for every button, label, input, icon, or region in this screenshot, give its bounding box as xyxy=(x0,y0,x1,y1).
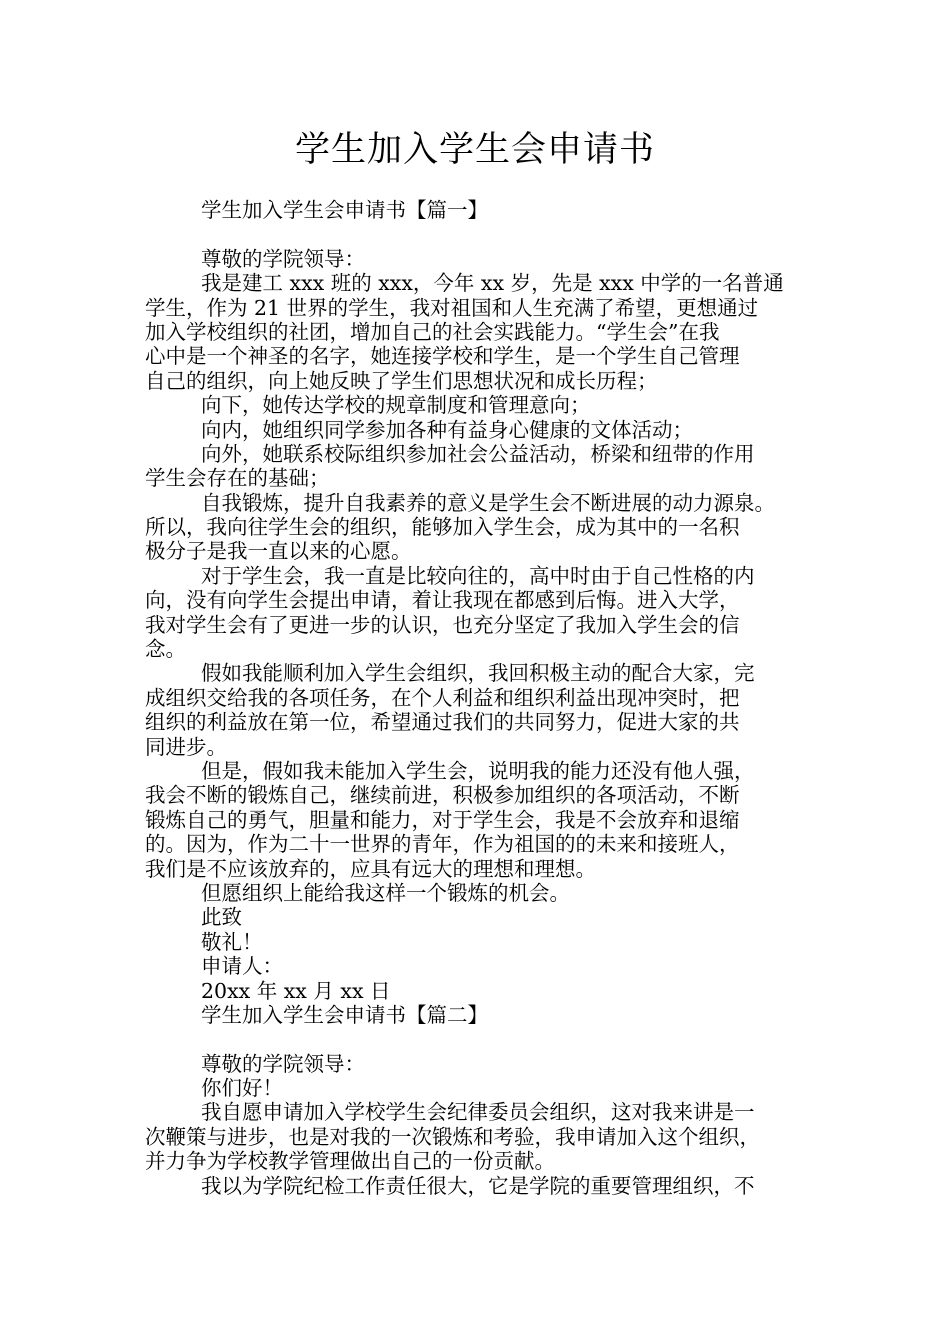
text-line: 同进步。 xyxy=(145,734,227,759)
text-line: 对于学生会，我一直是比较向往的，高中时由于自己性格的内 xyxy=(201,563,755,588)
text-line: 我会不断的锻炼自己，继续前进，积极参加组织的各项活动，不断 xyxy=(145,783,740,808)
text-line: 我对学生会有了更进一步的认识，也充分坚定了我加入学生会的信 xyxy=(145,612,740,637)
text-line: 我以为学院纪检工作责任很大，它是学院的重要管理组织，不 xyxy=(201,1173,755,1198)
text-line: 但愿组织上能给我这样一个锻炼的机会。 xyxy=(201,880,570,905)
text-line: 锻炼自己的勇气，胆量和能力，对于学生会，我是不会放弃和退缩 xyxy=(145,807,740,832)
text-line: 向外，她联系校际组织参加社会公益活动，桥梁和纽带的作用 xyxy=(201,441,755,466)
text-line: 学生，作为 21 世界的学生，我对祖国和人生充满了希望，更想通过 xyxy=(145,295,759,320)
document-body xyxy=(145,198,820,1198)
text-line: 我自愿申请加入学校学生会纪律委员会组织，这对我来讲是一 xyxy=(201,1100,755,1125)
blank-line xyxy=(145,222,820,246)
text-line: 极分子是我一直以来的心愿。 xyxy=(145,539,412,564)
text-line: 心中是一个神圣的名字，她连接学校和学生，是一个学生自己管理 xyxy=(145,344,740,369)
text-line: 学生加入学生会申请书【篇一】 xyxy=(201,198,488,222)
text-line: 向，没有向学生会提出申请，着让我现在都感到后悔。进入大学， xyxy=(145,588,740,613)
text-line: 此致 xyxy=(201,905,242,930)
text-line: 学生会存在的基础； xyxy=(145,466,330,491)
text-line: 我们是不应该放弃的，应具有远大的理想和理想。 xyxy=(145,856,596,881)
text-line: 念。 xyxy=(145,637,186,662)
text-line: 敬礼！ xyxy=(201,929,263,954)
text-line: 所以，我向往学生会的组织，能够加入学生会，成为其中的一名积 xyxy=(145,515,740,540)
text-line: 学生加入学生会申请书【篇二】 xyxy=(201,1002,488,1027)
text-line: 20xx 年 xx 月 xx 日 xyxy=(201,978,391,1003)
text-line: 申请人： xyxy=(201,954,283,979)
text-line: 向下，她传达学校的规章制度和管理意向； xyxy=(201,393,591,418)
text-line: 尊敬的学院领导： xyxy=(201,246,365,271)
text-line: 你们好！ xyxy=(201,1076,283,1101)
text-line: 加入学校组织的社团，增加自己的社会实践能力。“学生会”在我 xyxy=(145,319,720,344)
text-line: 尊敬的学院领导： xyxy=(201,1051,365,1076)
blank-line xyxy=(145,1027,820,1051)
text-line: 的。因为，作为二十一世界的青年，作为祖国的的未来和接班人， xyxy=(145,832,740,857)
text-line: 自我锻炼，提升自我素养的意义是学生会不断进展的动力源泉。 xyxy=(201,490,775,515)
text-line: 假如我能顺利加入学生会组织，我回积极主动的配合大家，完 xyxy=(201,661,755,686)
text-line: 自己的组织，向上她反映了学生们思想状况和成长历程； xyxy=(145,368,658,393)
document-title: 学生加入学生会申请书 xyxy=(294,130,655,170)
text-line: 但是，假如我未能加入学生会，说明我的能力还没有他人强， xyxy=(201,758,755,783)
text-line: 组织的利益放在第一位，希望通过我们的共同努力，促进大家的共 xyxy=(145,710,740,735)
text-line: 并力争为学校教学管理做出自己的一份贡献。 xyxy=(145,1149,555,1174)
text-line: 我是建工 xxx 班的 xxx，今年 xx 岁，先是 xxx 中学的一名普通 xyxy=(201,271,784,296)
text-line: 成组织交给我的各项任务，在个人利益和组织利益出现冲突时，把 xyxy=(145,685,740,710)
text-line: 次鞭策与进步，也是对我的一次锻炼和考验，我申请加入这个组织， xyxy=(145,1124,760,1149)
text-line: 向内，她组织同学参加各种有益身心健康的文体活动； xyxy=(201,417,693,442)
